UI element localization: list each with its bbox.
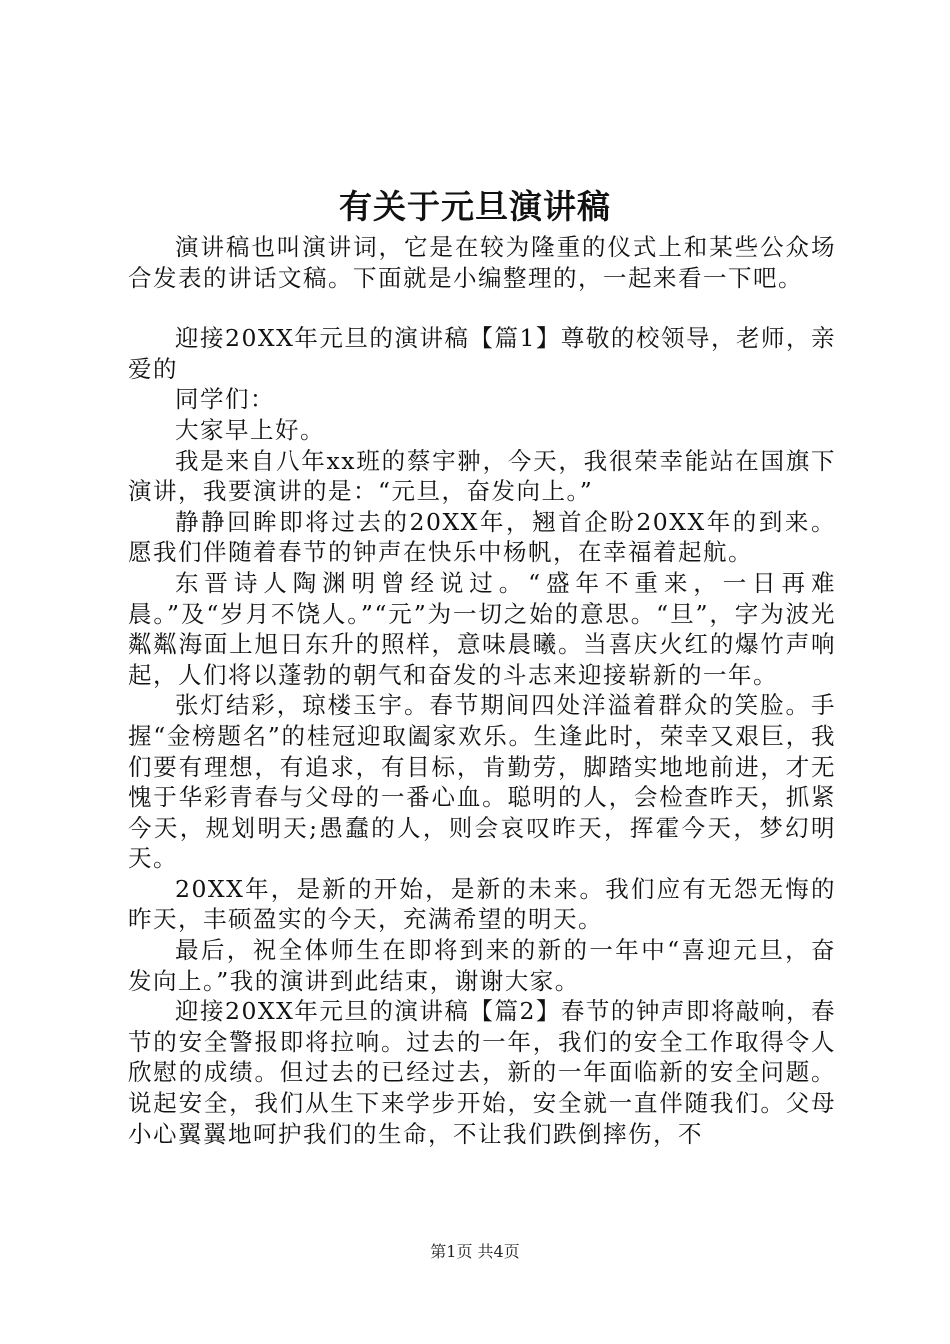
paragraph-speech1-heading: 迎接20XX年元旦的演讲稿【篇1】尊敬的校领导，老师，亲爱的 bbox=[128, 324, 836, 383]
document-title: 有关于元旦演讲稿 bbox=[339, 187, 611, 226]
paragraph: 我是来自八年xx班的蔡宇翀，今天，我很荣幸能站在国旗下演讲，我要演讲的是：“元旦，奋发向上。” bbox=[128, 446, 836, 506]
paragraph: 张灯结彩，琼楼玉宇。春节期间四处洋溢着群众的笑脸。手握“金榜题名”的桂冠迎取阖家欢乐。生逢此时，荣幸又艰巨，我们要有理想，有追求，有目标，肯勤劳，脚踏实地地前进，才无愧于华彩青春与父母的一番心血。聪明的人，会检查昨天，抓紧今天，规划明天;愚蠢的人，则会哀叹昨天，挥霍今天，梦幻明天。 bbox=[128, 691, 836, 873]
paragraph-greeting: 大家早上好。 bbox=[175, 415, 325, 444]
page-number-footer: 第1页 共4页 bbox=[430, 1242, 520, 1261]
paragraph: 东晋诗人陶渊明曾经说过。“盛年不重来，一日再难晨。”及“岁月不饶人。”“元”为一切之始的意思。“旦”，字为波光粼粼海面上旭日东升的照样，意味晨曦。当喜庆火红的爆竹声响起，人们将以蓬勃的朝气和奋发的斗志来迎接崭新的一年。 bbox=[128, 568, 836, 689]
paragraph: 20XX年，是新的开始，是新的未来。我们应有无怨无悔的昨天，丰硕盈实的今天，充满希望的明天。 bbox=[128, 874, 836, 934]
paragraph-salutation: 同学们： bbox=[175, 385, 275, 414]
paragraph-intro: 演讲稿也叫演讲词，它是在较为隆重的仪式上和某些公众场合发表的讲话文稿。下面就是小编整理的，一起来看一下吧。 bbox=[128, 233, 836, 292]
paragraph: 静静回眸即将过去的20XX年，翘首企盼20XX年的到来。愿我们伴随着春节的钟声在快乐中杨帆，在幸福着起航。 bbox=[128, 507, 836, 567]
paragraph: 最后，祝全体师生在即将到来的新的一年中“喜迎元旦，奋发向上。”我的演讲到此结束，谢谢大家。 bbox=[128, 936, 836, 995]
document-body bbox=[128, 232, 836, 1149]
paragraph-speech2: 迎接20XX年元旦的演讲稿【篇2】春节的钟声即将敲响，春节的安全警报即将拉响。过去的一年，我们的安全工作取得令人欣慰的成绩。但过去的已经过去，新的一年面临新的安全问题。说起安全，我们从生下来学步开始，安全就一直伴随我们。父母小心翼翼地呵护我们的生命，不让我们跌倒摔伤，不 bbox=[128, 997, 836, 1148]
